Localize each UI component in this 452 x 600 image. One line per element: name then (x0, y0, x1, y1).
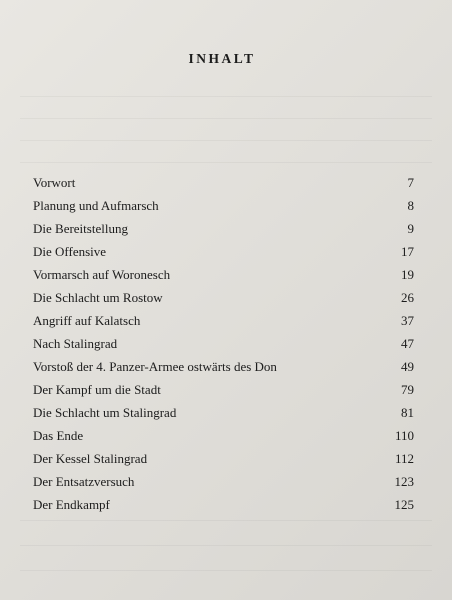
page-title: INHALT (188, 51, 256, 66)
toc-entry-title: Planung und Aufmarsch (33, 198, 159, 213)
toc-entry-page: 26 (401, 290, 414, 305)
toc-entry-title: Angriff auf Kalatsch (33, 313, 141, 328)
toc-entry (33, 263, 414, 286)
toc-entry-title: Die Bereitstellung (33, 221, 128, 236)
toc-entry (33, 493, 414, 516)
toc-entry-title: Der Entsatzversuch (33, 474, 135, 489)
toc-entry (33, 332, 414, 355)
toc-entry (33, 194, 414, 217)
toc-entry-title: Vorwort (33, 175, 76, 190)
toc-entry-title: Der Kessel Stalingrad (33, 451, 148, 466)
toc-entry (33, 447, 414, 470)
toc-entry-page: 49 (401, 359, 414, 374)
bleed-through-line (20, 520, 432, 521)
bleed-through-line (20, 570, 432, 571)
toc-entry-title: Der Kampf um die Stadt (33, 382, 161, 397)
toc-entry (33, 470, 414, 493)
toc-entry (33, 286, 414, 309)
toc-entry-title: Vormarsch auf Woronesch (33, 267, 171, 282)
toc-entry-page: 112 (394, 451, 414, 466)
toc-entry (33, 401, 414, 424)
toc-entry-title: Die Offensive (33, 244, 107, 259)
bleed-through-line (20, 162, 432, 163)
toc-entry-title: Die Schlacht um Stalingrad (33, 405, 177, 420)
bleed-through-line (20, 118, 432, 119)
toc-entry (33, 355, 414, 378)
toc-entry (33, 378, 414, 401)
toc-entry-title: Nach Stalingrad (33, 336, 118, 351)
toc-entry-page: 125 (394, 497, 414, 512)
toc-entry-page: 8 (407, 198, 414, 213)
bleed-through-line (20, 96, 432, 97)
toc-entry-title: Der Endkampf (33, 497, 110, 512)
toc-entry (33, 309, 414, 332)
toc-entry (33, 171, 414, 194)
bleed-through-line (20, 545, 432, 546)
toc-entry-title: Vorstoß der 4. Panzer-Armee ostwärts des Don (33, 359, 277, 374)
bleed-through-line (20, 140, 432, 141)
toc-entry (33, 240, 414, 263)
toc-entry (33, 217, 414, 240)
toc-entry-page: 7 (407, 175, 414, 190)
toc-entry-page: 17 (401, 244, 414, 259)
toc-entry-page: 123 (394, 474, 414, 489)
toc-entry-page: 110 (394, 428, 414, 443)
toc-entry-title: Die Schlacht um Rostow (33, 290, 163, 305)
toc-entry-title: Das Ende (33, 428, 84, 443)
toc-entry-page: 37 (401, 313, 414, 328)
toc-entry-page: 9 (407, 221, 414, 236)
table-of-contents (33, 171, 414, 516)
toc-entry-page: 19 (401, 267, 414, 282)
toc-entry-page: 47 (401, 336, 414, 351)
toc-entry (33, 424, 414, 447)
toc-entry-page: 79 (401, 382, 414, 397)
toc-entry-page: 81 (401, 405, 414, 420)
